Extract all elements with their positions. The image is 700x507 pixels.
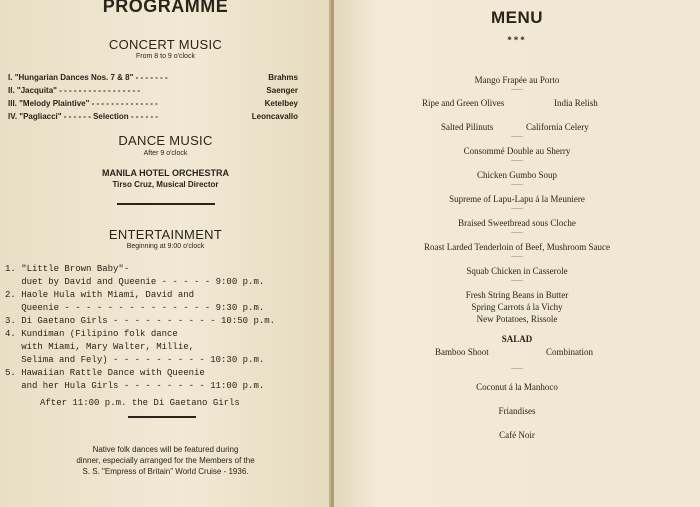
entertainment-after: After 11:00 p.m. the Di Gaetano Girls bbox=[40, 398, 240, 408]
menu-item: Mango Frapée au Porto bbox=[474, 75, 560, 85]
entertainment-sub: Beginning at 9:00 o'clock bbox=[126, 243, 205, 250]
entertainment-line: and her Hula Girls - - - - - - - - 11:00 p.m. bbox=[5, 381, 265, 391]
menu-item: India Relish bbox=[554, 98, 598, 108]
orchestra-name: MANILA HOTEL ORCHESTRA bbox=[102, 168, 229, 178]
menu-stars: *** bbox=[507, 35, 527, 45]
menu-separator: ------ bbox=[511, 278, 523, 284]
menu-item: Salted Pilinuts bbox=[441, 122, 494, 132]
menu-item: Coconut á la Manhoco bbox=[476, 382, 558, 392]
menu-item: New Potatoes, Rissole bbox=[476, 314, 558, 324]
concert-sub: From 8 to 9 o'clock bbox=[136, 53, 195, 60]
menu-separator: ------ bbox=[511, 366, 523, 372]
menu-item: Spring Carrots á la Vichy bbox=[471, 302, 563, 312]
entertainment-heading: ENTERTAINMENT bbox=[108, 227, 223, 242]
menu-separator: ------ bbox=[511, 158, 523, 164]
entertainment-line: 3. Di Gaetano Girls - - - - - - - - - - 10:50 p.m. bbox=[5, 316, 276, 326]
entertainment-line: 4. Kundiman (Filipino folk dance bbox=[5, 329, 178, 339]
entertainment-line: 5. Hawaiian Rattle Dance with Queenie bbox=[5, 368, 205, 378]
menu-item: Café Noir bbox=[499, 430, 535, 440]
dance-heading: DANCE MUSIC bbox=[118, 133, 213, 148]
menu-separator: ------ bbox=[511, 254, 523, 260]
menu-item: Bamboo Shoot bbox=[435, 347, 489, 357]
menu-item: Braised Sweetbread sous Cloche bbox=[458, 218, 576, 228]
menu-item: Combination bbox=[546, 347, 593, 357]
musical-director: Tirso Cruz, Musical Director bbox=[112, 180, 219, 189]
menu-item: SALAD bbox=[501, 334, 533, 344]
menu-item: Consommé Double au Sherry bbox=[463, 146, 571, 156]
entertainment-line: with Miami, Mary Walter, Millie, bbox=[5, 342, 195, 352]
menu-separator: ------ bbox=[511, 182, 523, 188]
entertainment-line: Queenie - - - - - - - - - - - - - - 9:30 p.m. bbox=[5, 303, 265, 313]
menu-item: Roast Larded Tenderloin of Beef, Mushroom Sauce bbox=[424, 242, 610, 252]
programme-title: PROGRAMME bbox=[102, 0, 229, 16]
menu-item: Ripe and Green Olives bbox=[422, 98, 505, 108]
entertainment-line: duet by David and Queenie - - - - - 9:00 p.m. bbox=[5, 277, 265, 287]
entertainment-line: 2. Haole Hula with Miami, David and bbox=[5, 290, 195, 300]
concert-item: IV. "Pagliacci" - - - - - - Selection - - - - - - Leoncavallo bbox=[8, 112, 298, 121]
concert-item: III. "Melody Plaintive" - - - - - - - - - - - - - - Ketelbey bbox=[8, 99, 298, 108]
divider bbox=[117, 203, 215, 205]
menu-item: Supreme of Lapu-Lapu á la Meuniere bbox=[449, 194, 585, 204]
menu-separator: ------ bbox=[511, 87, 523, 93]
menu-item: Friandises bbox=[498, 406, 536, 416]
menu-separator: ------ bbox=[511, 230, 523, 236]
entertainment-line: Selima and Fely) - - - - - - - - - 10:30 p.m. bbox=[5, 355, 265, 365]
divider bbox=[128, 416, 196, 418]
menu-title: MENU bbox=[490, 8, 544, 27]
footer-line: dinner, especially arranged for the Members of the bbox=[76, 456, 255, 465]
menu-item: Chicken Gumbo Soup bbox=[477, 170, 557, 180]
concert-heading: CONCERT MUSIC bbox=[108, 37, 223, 52]
menu-separator: ------ bbox=[511, 206, 523, 212]
concert-item: II. "Jacquita" - - - - - - - - - - - - - - - - - Saenger bbox=[8, 86, 298, 95]
menu-item: Squab Chicken in Casserole bbox=[466, 266, 568, 276]
concert-item: I. "Hungarian Dances Nos. 7 & 8" - - - - - - - Brahms bbox=[8, 73, 298, 82]
footer-line: Native folk dances will be featured during bbox=[92, 445, 239, 454]
menu-item: Fresh String Beans in Butter bbox=[465, 290, 569, 300]
menu-separator: ------ bbox=[511, 134, 523, 140]
menu-item: California Celery bbox=[526, 122, 589, 132]
menu-page bbox=[334, 0, 700, 507]
dance-sub: After 9 o'clock bbox=[143, 150, 188, 157]
footer-line: S. S. "Empress of Britain" World Cruise - 1936. bbox=[82, 467, 249, 476]
entertainment-line: 1. "Little Brown Baby"- bbox=[5, 264, 130, 274]
programme-page bbox=[0, 0, 331, 507]
